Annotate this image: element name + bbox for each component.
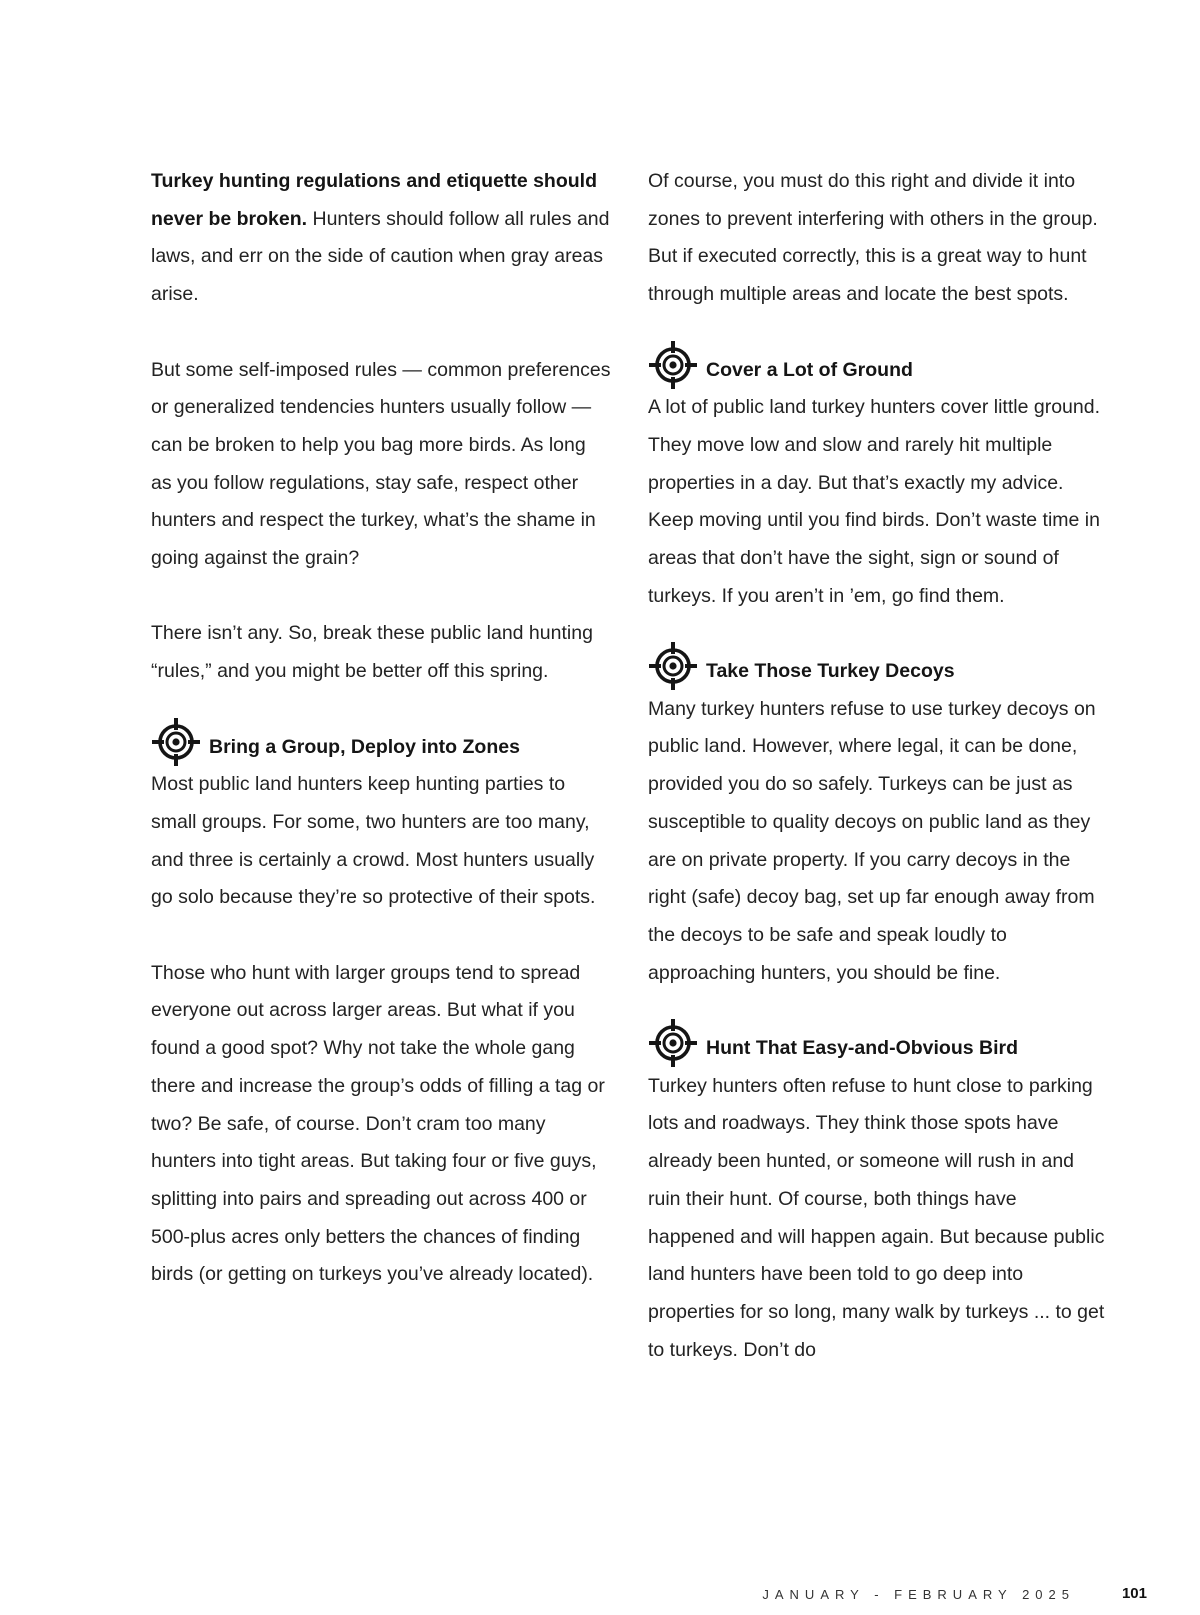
section-paragraph: Those who hunt with larger groups tend to spread everyone out across larger areas. But what if you found a good spot? Why not take the whole gang there and increase the group’s odds of filling a tag or two? Be safe, of course. Don’t cram too many hunters into tight areas. But taking four or five guys, splitting into pairs and spreading out across 400 or 500-plus acres only betters the chances of finding birds (or getting on turkeys you’ve already located). (151, 961, 605, 1286)
section-paragraph: Turkey hunters often refuse to hunt close to parking lots and roadways. They think those spots have already been hunted, or someone will rush in and ruin their hunt. Of course, both things have happened and will happen again. But because public land hunters have been told to go deep into properties for so long, many walk by turkeys ... to get to turkeys. Don’t do (648, 1074, 1105, 1361)
section-paragraph: Many turkey hunters refuse to use turkey decoys on public land. However, where legal, it can be done, provided you do so safely. Turkeys can be just as susceptible to quality decoys on public land as they are on private property. If you carry decoys in the right (safe) decoy bag, set up far enough away from the decoys to be safe and speak loudly to approaching hunters, you should be fine. (648, 697, 1096, 984)
section-heading-easy-bird (648, 1030, 1108, 1068)
section-paragraph: A lot of public land turkey hunters cover little ground. They move low and slow and rarely hit multiple properties in a day. But that’s exactly my advice. Keep moving until you find birds. Don’t waste time in areas that don’t have the sight, sign or sound of turkeys. If you aren’t in ’em, go find them. (648, 396, 1101, 607)
page-footer (0, 1585, 1200, 1615)
crosshair-target-icon (151, 717, 201, 767)
section-heading-bring-a-group (151, 729, 611, 767)
issue-date: JANUARY - FEBRUARY 2025 (762, 1587, 1075, 1602)
right-column (648, 163, 1108, 1369)
paragraph-self-imposed-rules: But some self-imposed rules — common preferences or generalized tendencies hunters usually follow — can be broken to help you bag more birds. As long as you follow regulations, stay safe, respect other hunters and respect the turkey, what’s the shame in going against the grain? (151, 358, 611, 570)
section-title: Hunt That Easy-and-Obvious Bird (706, 1037, 1019, 1060)
paragraph-break-rules: There isn’t any. So, break these public land hunting “rules,” and you might be better off this spring. (151, 622, 593, 683)
intro-text: Hunters should follow all rules and laws, and err on the side of caution when gray areas arise. (151, 207, 610, 306)
section-heading-cover-ground (648, 352, 1108, 390)
crosshair-target-icon (648, 1018, 698, 1068)
section-title: Cover a Lot of Ground (706, 358, 913, 381)
section-title: Take Those Turkey Decoys (706, 660, 955, 683)
crosshair-target-icon (648, 641, 698, 691)
intro-bold-lead: Turkey hunting regulations and etiquette should never be broken. (151, 170, 597, 230)
section-heading-turkey-decoys (648, 653, 1108, 691)
section-title: Bring a Group, Deploy into Zones (209, 735, 520, 758)
crosshair-target-icon (648, 340, 698, 390)
paragraph-divide-zones: Of course, you must do this right and divide it into zones to prevent interfering with others in the group. But if executed correctly, this is a great way to hunt through multiple areas and locate the best spots. (648, 170, 1098, 306)
left-column (151, 163, 611, 1294)
page-number: 101 (1121, 1585, 1147, 1602)
section-paragraph: Most public land hunters keep hunting parties to small groups. For some, two hunters are too many, and three is certainly a crowd. Most hunters usually go solo because they’re so protective of their spots. (151, 773, 596, 909)
intro-paragraph (151, 163, 611, 314)
